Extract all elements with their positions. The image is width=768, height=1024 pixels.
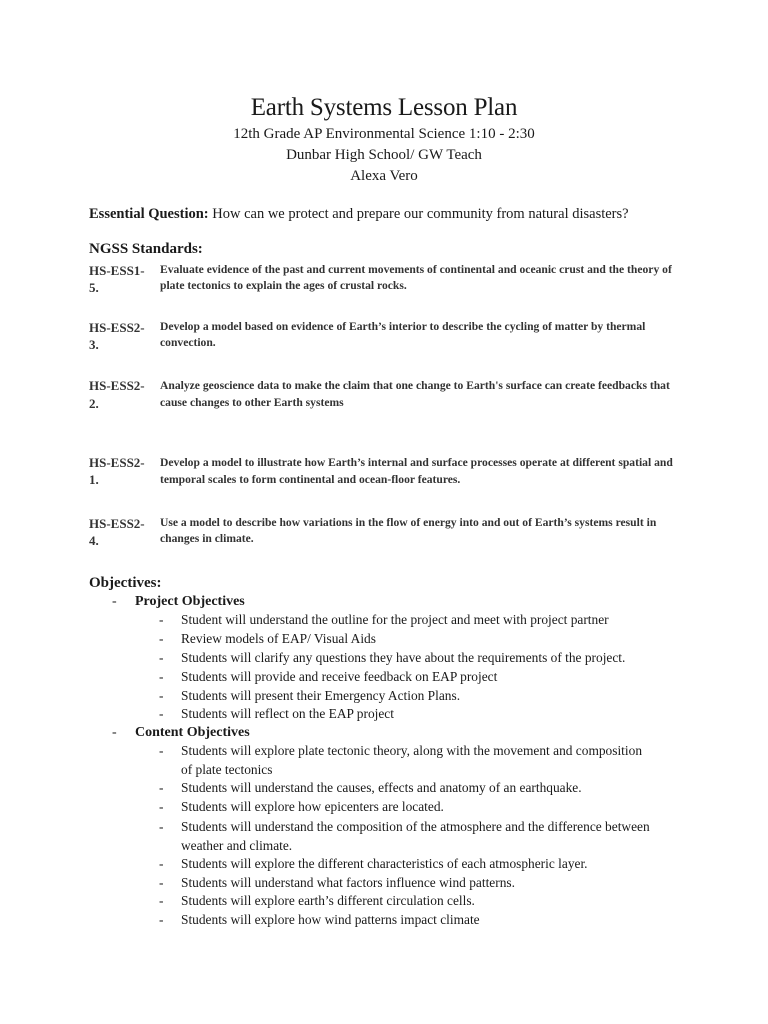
dash-bullet: - (159, 612, 164, 627)
list-item-text: Students will clarify any questions they have about the requirements of the project. (181, 650, 626, 665)
dash-bullet: - (159, 650, 164, 665)
course-line: 12th Grade AP Environmental Science 1:10 - 2:30 (233, 126, 535, 142)
dash-bullet: - (159, 743, 164, 758)
school-line: Dunbar High School/ GW Teach (286, 147, 482, 163)
list-item-text: Students will understand the causes, effects and anatomy of an earthquake. (181, 780, 582, 795)
dash-bullet: - (112, 594, 117, 609)
ngss-heading: NGSS Standards: (89, 241, 203, 257)
essential-question-text: How can we protect and prepare our community from natural disasters? (208, 206, 629, 222)
standard-code: HS-ESS2- 3. (89, 320, 145, 352)
list-item-text: Students will explore how wind patterns impact climate (181, 912, 480, 927)
dash-bullet: - (159, 799, 164, 814)
standard-code: HS-ESS2- 4. (89, 516, 145, 548)
standard-text: Evaluate evidence of the past and current movements of continental and oceanic crust and the theory of plate tectonics to explain the ages of crustal rocks. (160, 263, 672, 292)
essential-question (89, 205, 729, 223)
list-item-text: Students will present their Emergency Action Plans. (181, 688, 461, 703)
dash-bullet: - (159, 669, 164, 684)
dash-bullet: - (159, 875, 164, 890)
dash-bullet: - (112, 725, 117, 740)
objectives-heading: Objectives: (89, 575, 162, 591)
standard-code: HS-ESS1- 5. (89, 263, 145, 295)
dash-bullet: - (159, 912, 164, 927)
list-item-text: Review models of EAP/ Visual Aids (181, 631, 376, 646)
content-objectives-label: Content Objectives (135, 725, 250, 740)
dash-bullet: - (159, 780, 164, 795)
dash-bullet: - (159, 706, 164, 721)
dash-bullet: - (159, 819, 164, 834)
dash-bullet: - (159, 856, 164, 871)
project-objectives-label: Project Objectives (135, 594, 245, 609)
standard-code: HS-ESS2- 1. (89, 455, 145, 487)
dash-bullet: - (159, 688, 164, 703)
teacher-line: Alexa Vero (350, 168, 418, 184)
document-header (0, 92, 768, 187)
standard-text: Develop a model to illustrate how Earth’s internal and surface processes operate at different spatial and temporal scales to form continental and ocean-floor features. (160, 456, 673, 486)
standard-text: Use a model to describe how variations in the flow of energy into and out of Earth’s systems result in changes in climate. (160, 516, 657, 545)
list-item-text: Students will provide and receive feedback on EAP project (181, 669, 498, 684)
standard-text: Develop a model based on evidence of Earth’s interior to describe the cycling of matter by thermal convection. (160, 320, 646, 349)
dash-bullet: - (159, 631, 164, 646)
list-item-text: Students will explore how epicenters are located. (181, 799, 444, 814)
list-item-text: Students will reflect on the EAP project (181, 706, 394, 721)
list-item-text: Students will understand the composition of the atmosphere and the difference between weather and climate. (181, 819, 650, 853)
standard-code: HS-ESS2- 2. (89, 378, 145, 411)
list-item-text: Students will understand what factors influence wind patterns. (181, 875, 515, 890)
list-item-text: Students will explore plate tectonic theory, along with the movement and composition of plate tectonics (181, 743, 643, 777)
essential-question-label: Essential Question: (89, 206, 209, 222)
document-title: Earth Systems Lesson Plan (250, 94, 518, 121)
dash-bullet: - (159, 893, 164, 908)
list-item-text: Students will explore the different characteristics of each atmospheric layer. (181, 856, 588, 871)
list-item-text: Student will understand the outline for the project and meet with project partner (181, 612, 609, 627)
list-item-text: Students will explore earth’s different circulation cells. (181, 893, 475, 908)
standard-text: Analyze geoscience data to make the claim that one change to Earth's surface can create feedbacks that cause changes to other Earth systems (160, 379, 670, 409)
